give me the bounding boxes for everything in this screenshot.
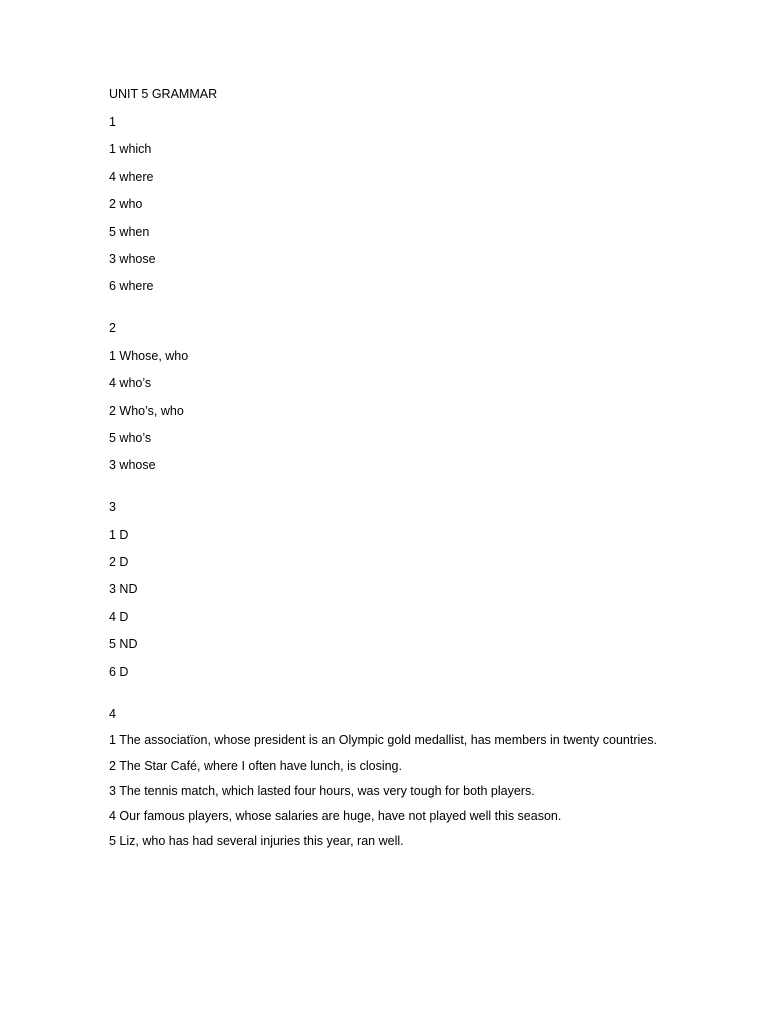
answer-line: 4 where bbox=[109, 169, 154, 184]
answer-line: 5 who’s bbox=[109, 430, 152, 445]
answer-line: 6 D bbox=[109, 664, 129, 679]
answer-line: 3 whose bbox=[109, 251, 156, 266]
answer-line: 3 whose bbox=[109, 458, 156, 473]
answer-line: 2 Who’s, who bbox=[109, 403, 184, 418]
answer-line: 1 which bbox=[109, 142, 152, 157]
answer-line: 1 Whose, who bbox=[109, 348, 189, 363]
answer-line: 1 The associatïon, whose president is an Olympic gold medallist, has members in twenty countries. bbox=[109, 732, 657, 747]
answer-line: 4 D bbox=[109, 609, 129, 624]
answer-line: 6 where bbox=[109, 279, 154, 294]
answer-line: 3 The tennis match, which lasted four hours, was very tough for both players. bbox=[109, 783, 535, 798]
section-number: 3 bbox=[109, 500, 116, 515]
section-3 bbox=[109, 500, 669, 679]
answer-line: 2 D bbox=[109, 555, 129, 570]
answer-line: 3 ND bbox=[109, 582, 138, 597]
section-number: 4 bbox=[109, 706, 116, 721]
section-number: 2 bbox=[109, 321, 116, 336]
answer-line: 2 The Star Café, where I often have lunch, is closing. bbox=[109, 758, 402, 773]
document-page bbox=[109, 87, 669, 859]
answer-line: 5 when bbox=[109, 224, 150, 239]
answer-line: 1 D bbox=[109, 527, 129, 542]
section-1 bbox=[109, 115, 669, 294]
section-4 bbox=[109, 707, 669, 849]
answer-line: 4 Our famous players, whose salaries are huge, have not played well this season. bbox=[109, 808, 562, 823]
answer-line: 5 Liz, who has had several injuries this year, ran well. bbox=[109, 833, 404, 848]
answer-line: 2 who bbox=[109, 197, 143, 212]
answer-line: 5 ND bbox=[109, 637, 138, 652]
answer-line: 4 who’s bbox=[109, 376, 152, 391]
section-number: 1 bbox=[109, 115, 116, 129]
section-2 bbox=[109, 321, 669, 473]
document-title: UNIT 5 GRAMMAR bbox=[109, 87, 218, 101]
